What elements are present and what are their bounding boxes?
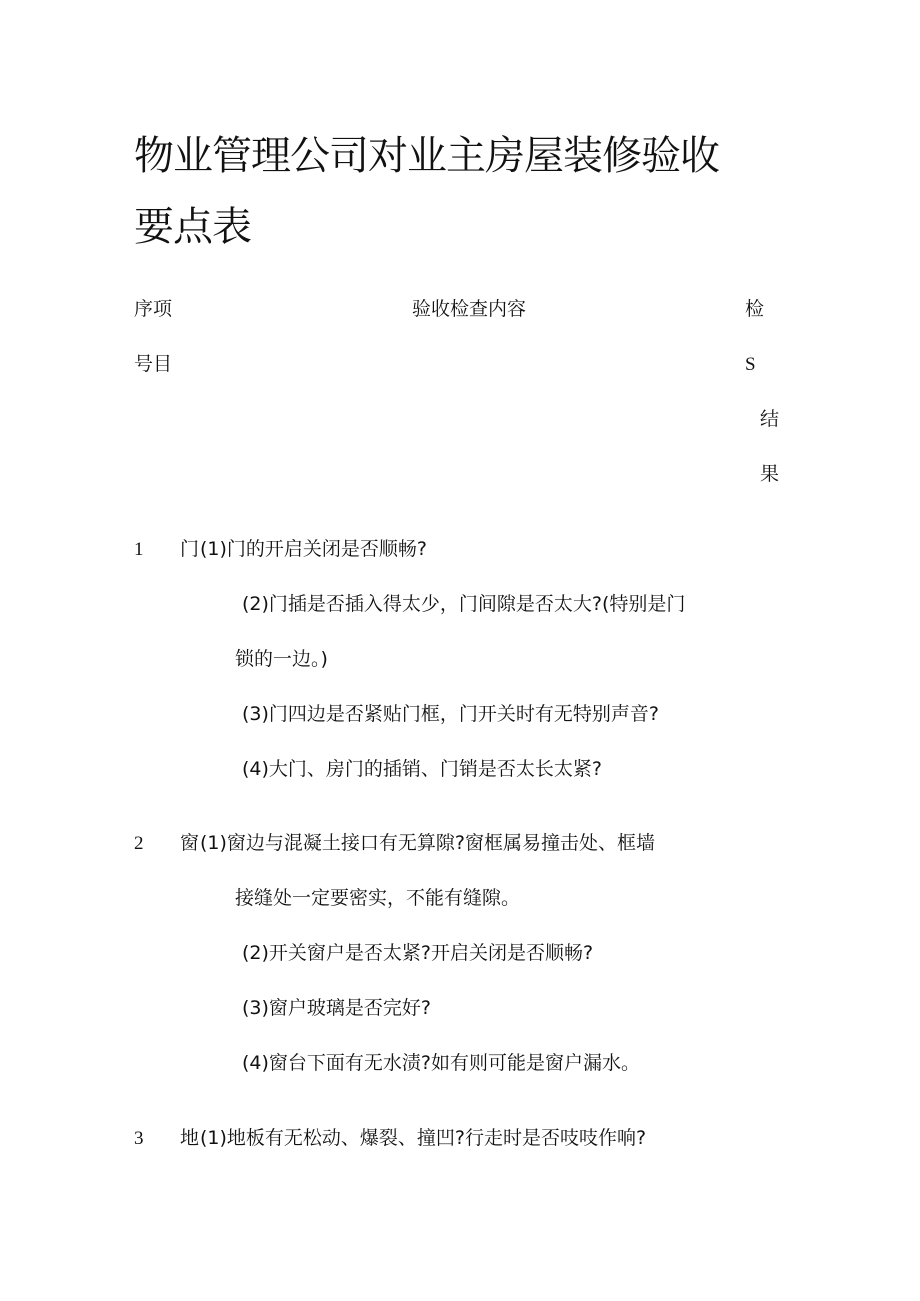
- item-line: (1)地板有无松动、爆裂、撞凹?行走时是否吱吱作响?: [200, 1127, 647, 1149]
- item-line: 锁的一边。): [235, 648, 328, 670]
- item-line: (2)门插是否插入得太少，门间隙是否太大?(特别是门: [242, 593, 686, 615]
- item-line: (3)窗户玻璃是否完好?: [242, 997, 431, 1019]
- item-line: (2)开关窗户是否太紧?开启关闭是否顺畅?: [242, 942, 594, 964]
- item-number: 2: [134, 833, 144, 854]
- item-number: 1: [134, 539, 144, 560]
- item-line: (4)大门、房门的插销、门销是否太长太紧?: [242, 758, 602, 780]
- item-line: (3)门四边是否紧贴门框，门开关时有无特别声音?: [242, 703, 659, 725]
- item-category: 门: [180, 538, 200, 560]
- item-number: 3: [134, 1128, 144, 1149]
- header-result-line-4: 果: [760, 463, 780, 485]
- header-result-line-3: 结: [760, 408, 780, 430]
- item-line: (4)窗台下面有无水渍?如有则可能是窗户漏水。: [242, 1052, 640, 1074]
- header-inspection-content: 验收检查内容: [412, 298, 527, 320]
- item-line: (1)门的开启关闭是否顺畅?: [200, 538, 427, 560]
- header-result-line-1: 检: [745, 298, 765, 320]
- item-line: (1)窗边与混凝土接口有无算隙?窗框属易撞击处、框墙: [200, 832, 655, 854]
- item-category: 地: [180, 1127, 200, 1149]
- item-line: 接缝处一定要密实，不能有缝隙。: [235, 887, 521, 909]
- header-result-line-2: S: [745, 354, 756, 375]
- header-seq-item-line-1: 序项: [134, 298, 173, 320]
- header-seq-item-line-2: 号目: [134, 353, 173, 375]
- page-title-line-1: 物业管理公司对业主房屋装修验收: [134, 133, 719, 179]
- item-category: 窗: [180, 832, 200, 854]
- page-title-line-2: 要点表: [134, 204, 251, 250]
